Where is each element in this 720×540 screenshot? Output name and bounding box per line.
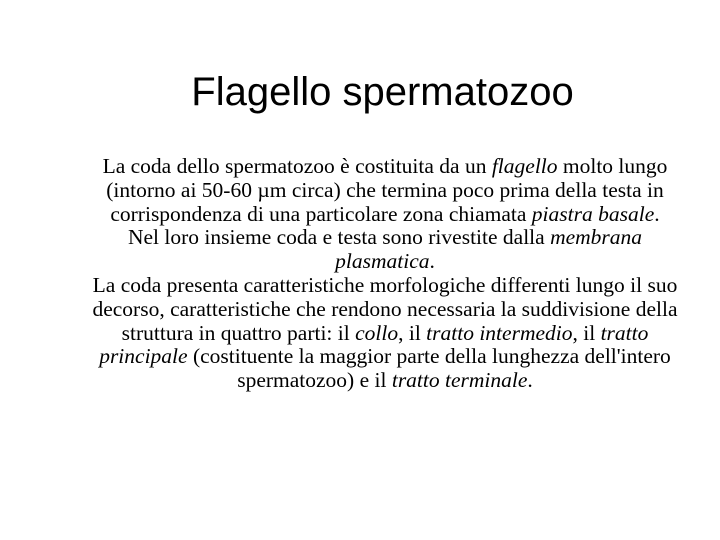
slide-title: Flagello spermatozoo [191, 70, 574, 114]
text-run-italic: tratto terminale [391, 368, 528, 393]
text-run: La coda dello spermatozoo è costituita da un [102, 154, 492, 178]
text-run-italic: piastra basale [531, 201, 655, 226]
text-run: , il [572, 320, 601, 345]
slide-body [90, 155, 680, 393]
text-run-italic: collo [355, 320, 399, 345]
text-run-italic: tratto intermedio [426, 320, 573, 345]
text-run: molto lungo (intorno ai 50-60 µm circa) che termina poco prima della testa in corrispondenza di una particolare zona chiamata [106, 154, 668, 226]
paragraph [90, 226, 680, 274]
text-run: . [654, 201, 660, 226]
text-run: , il [398, 320, 427, 345]
text-run: . [527, 368, 533, 393]
text-run-italic: tratto principale [99, 320, 649, 369]
paragraph [90, 274, 680, 393]
text-run: (costituente la maggior parte della lunghezza dell'intero spermatozoo) e il [187, 344, 671, 393]
text-run-italic: membrana plasmatica [335, 225, 643, 274]
paragraph [90, 155, 680, 226]
text-run: Nel loro insieme coda e testa sono rivestite dalla [127, 225, 551, 250]
text-run: La coda presenta caratteristiche morfologiche differenti lungo il suo decorso, caratteristiche che rendono necessaria la suddivisione della struttura in quattro parti: il [92, 272, 678, 345]
text-run-italic: flagello [491, 154, 558, 178]
text-run: . [429, 249, 435, 274]
